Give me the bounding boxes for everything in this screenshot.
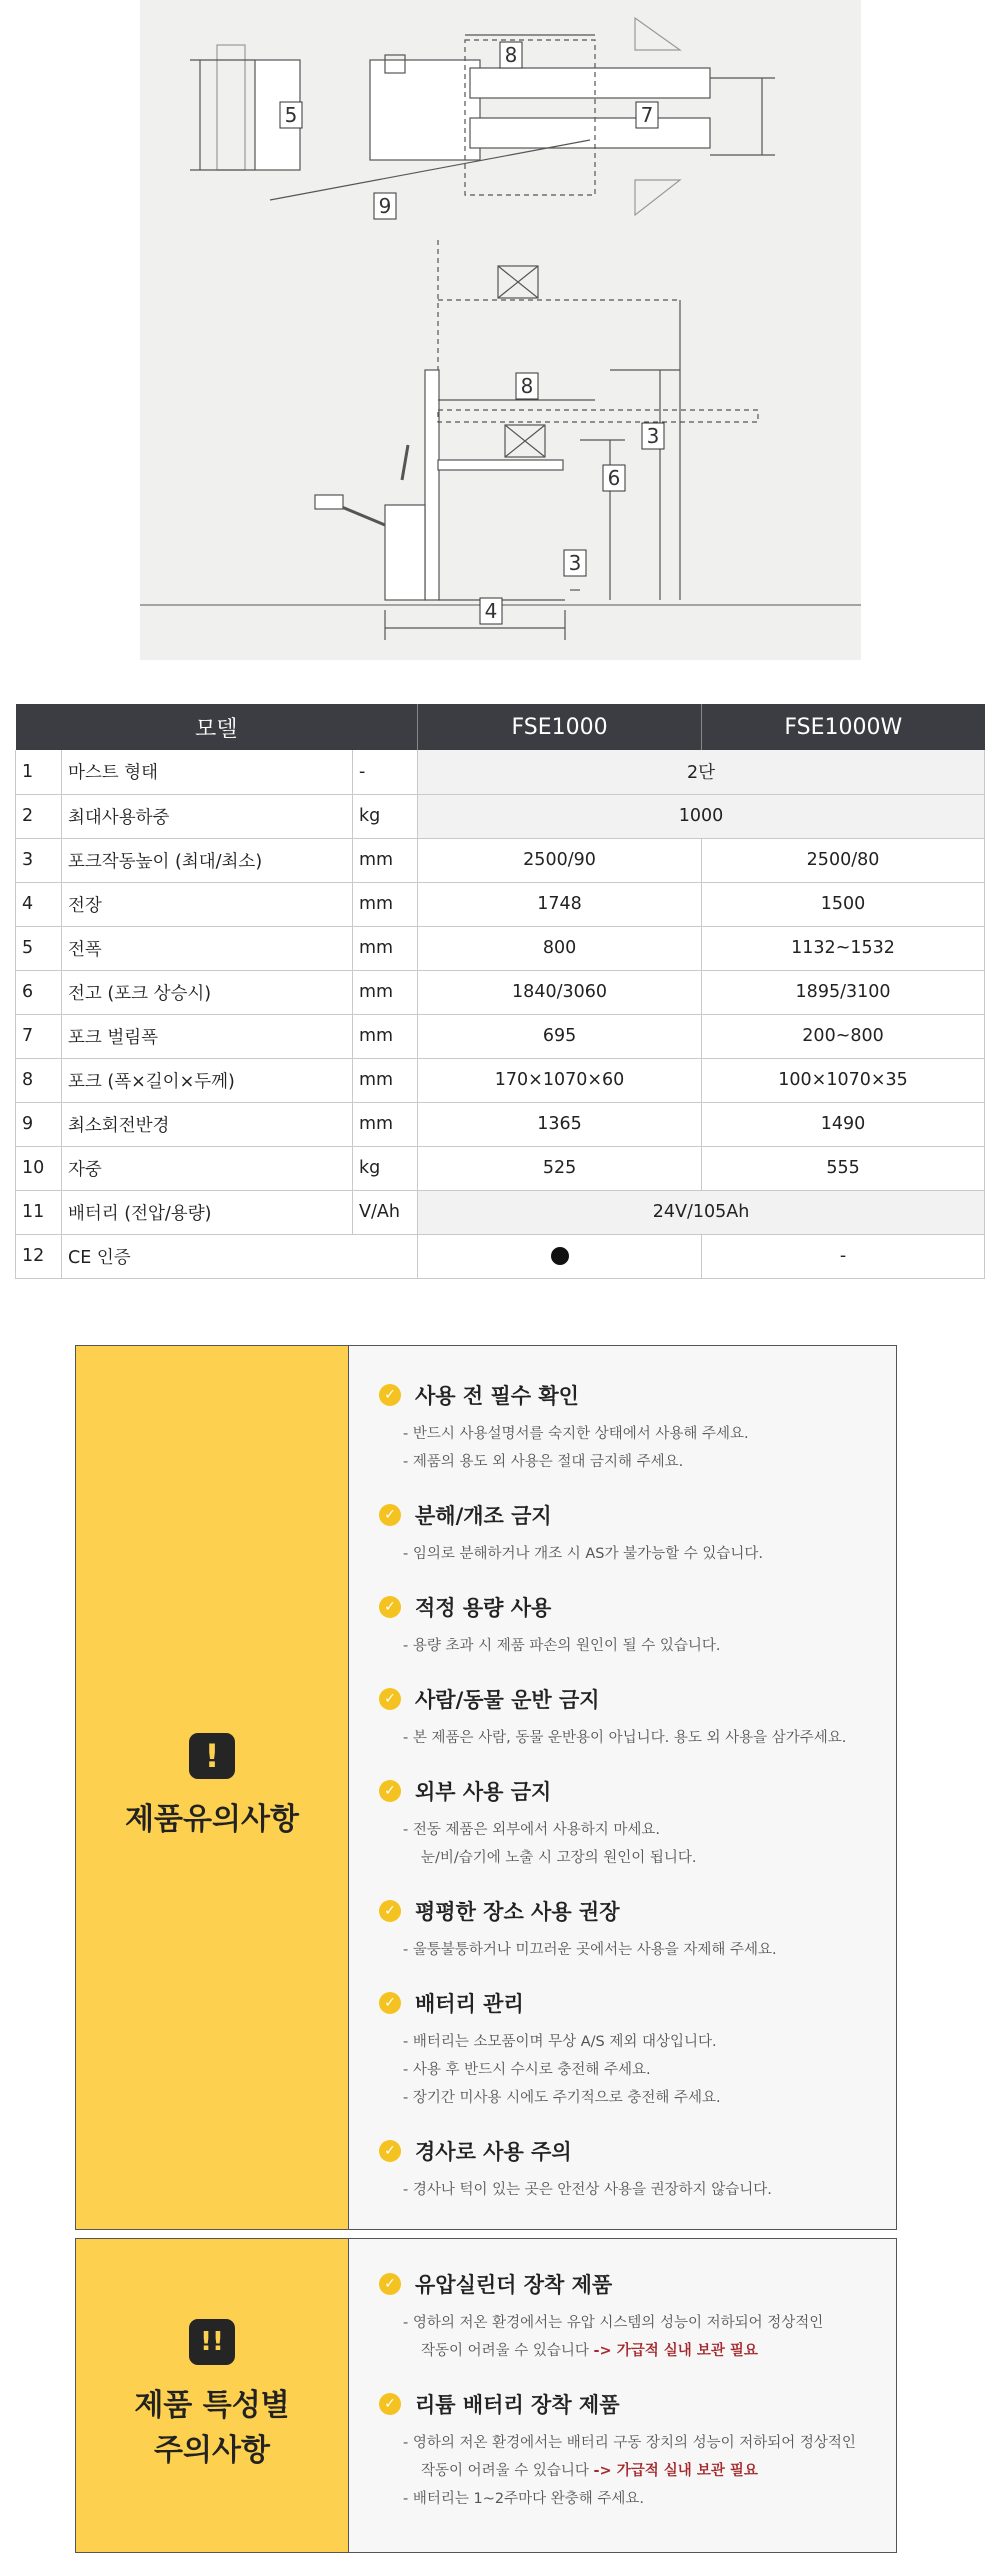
row-unit: -	[353, 750, 418, 794]
table-row	[16, 1058, 985, 1102]
item-title: 평평한 장소 사용 권장	[415, 1900, 620, 1924]
row-no: 12	[16, 1234, 62, 1278]
dimension-diagram	[140, 0, 861, 660]
item-title: 경사로 사용 주의	[415, 2140, 572, 2164]
item-line: - 사용 후 반드시 수시로 충전해 주세요.	[403, 2062, 651, 2078]
special-left-panel	[76, 2239, 349, 2552]
list-item	[379, 2389, 868, 2513]
row-no: 4	[16, 882, 62, 926]
check-circle-icon: ✓	[379, 1992, 401, 2014]
header-model: 모델	[16, 704, 418, 750]
row-unit: mm	[353, 882, 418, 926]
row-name: 포크 벌림폭	[62, 1014, 353, 1058]
table-row	[16, 1014, 985, 1058]
row-no: 9	[16, 1102, 62, 1146]
item-line: - 영하의 저온 환경에서는 배터리 구동 장치의 성능이 저하되어 정상적인	[403, 2435, 856, 2451]
item-line	[379, 2337, 868, 2365]
diagram-number-4: 4	[484, 599, 498, 623]
row-unit: mm	[353, 926, 418, 970]
diagram-number-9: 9	[378, 194, 392, 218]
special-title-line2: 주의사항	[154, 2432, 270, 2468]
item-line: - 용량 초과 시 제품 파손의 원인이 될 수 있습니다.	[403, 1638, 721, 1654]
row-value-fse1000w: -	[702, 1234, 985, 1278]
row-value: 2단	[418, 750, 985, 794]
row-value-fse1000: 170×1070×60	[418, 1058, 702, 1102]
check-circle-icon: ✓	[379, 2393, 401, 2415]
row-no: 1	[16, 750, 62, 794]
header-fse1000: FSE1000	[418, 704, 702, 750]
item-line: - 경사나 턱이 있는 곳은 안전상 사용을 권장하지 않습니다.	[403, 2182, 772, 2198]
table-row	[16, 926, 985, 970]
check-circle-icon: ✓	[379, 1780, 401, 1802]
special-caution-box	[75, 2238, 897, 2553]
item-title: 리튬 배터리 장착 제품	[415, 2393, 620, 2417]
list-item	[379, 1684, 868, 1752]
double-exclamation-icon: !!	[189, 2319, 235, 2365]
special-list	[349, 2239, 896, 2552]
row-value-fse1000: 800	[418, 926, 702, 970]
row-value-fse1000w: 1500	[702, 882, 985, 926]
diagram-number-5: 5	[284, 103, 298, 127]
list-item	[379, 1896, 868, 1964]
diagram-number-3: 3	[646, 424, 660, 448]
item-title: 외부 사용 금지	[415, 1780, 552, 1804]
item-emphasis: -> 가급적 실내 보관 필요	[593, 2463, 758, 2479]
item-title: 유압실린더 장착 제품	[415, 2273, 613, 2297]
item-emphasis: -> 가급적 실내 보관 필요	[593, 2343, 758, 2359]
row-name: 최대사용하중	[62, 794, 353, 838]
spec-table	[15, 704, 985, 1279]
table-row	[16, 1102, 985, 1146]
row-value-fse1000w: 2500/80	[702, 838, 985, 882]
row-value-fse1000: 1365	[418, 1102, 702, 1146]
row-value-fse1000: 2500/90	[418, 838, 702, 882]
row-value: 24V/105Ah	[418, 1190, 985, 1234]
item-line: - 제품의 용도 외 사용은 절대 금지해 주세요.	[403, 1454, 684, 1470]
row-value-fse1000: 1748	[418, 882, 702, 926]
diagram-number-8-side: 8	[520, 374, 534, 398]
list-item	[379, 1500, 868, 1568]
row-no: 2	[16, 794, 62, 838]
table-row	[16, 970, 985, 1014]
exclamation-icon: !	[189, 1733, 235, 1779]
row-no: 10	[16, 1146, 62, 1190]
check-circle-icon: ✓	[379, 1504, 401, 1526]
row-value-fse1000w: 200~800	[702, 1014, 985, 1058]
row-name: 포크 (폭×길이×두께)	[62, 1058, 353, 1102]
table-row	[16, 750, 985, 794]
row-value-fse1000: 1840/3060	[418, 970, 702, 1014]
row-unit: mm	[353, 1014, 418, 1058]
row-value-fse1000w: 555	[702, 1146, 985, 1190]
row-name: 전폭	[62, 926, 353, 970]
table-row	[16, 794, 985, 838]
row-no: 8	[16, 1058, 62, 1102]
item-line-text: 작동이 어려울 수 있습니다	[421, 2463, 589, 2479]
row-unit: mm	[353, 970, 418, 1014]
item-title: 사용 전 필수 확인	[415, 1384, 579, 1408]
check-circle-icon: ✓	[379, 2140, 401, 2162]
item-line: - 전동 제품은 외부에서 사용하지 마세요.	[403, 1822, 660, 1838]
list-item	[379, 2136, 868, 2204]
row-value: 1000	[418, 794, 985, 838]
diagram-number-7: 7	[640, 103, 654, 127]
row-no: 6	[16, 970, 62, 1014]
item-line: - 장기간 미사용 시에도 주기적으로 충전해 주세요.	[403, 2090, 721, 2106]
row-unit: mm	[353, 1102, 418, 1146]
row-no: 11	[16, 1190, 62, 1234]
table-row	[16, 838, 985, 882]
special-title-line1: 제품 특성별	[134, 2387, 290, 2423]
table-row	[16, 1146, 985, 1190]
row-name: CE 인증	[62, 1234, 418, 1278]
row-value-fse1000: 525	[418, 1146, 702, 1190]
caution-list	[349, 1346, 896, 2229]
item-line: - 영하의 저온 환경에서는 유압 시스템의 성능이 저하되어 정상적인	[403, 2315, 824, 2331]
diagram-number-8: 8	[504, 43, 518, 67]
row-name: 전고 (포크 상승시)	[62, 970, 353, 1014]
row-name: 배터리 (전압/용량)	[62, 1190, 353, 1234]
row-unit: kg	[353, 1146, 418, 1190]
list-item	[379, 1592, 868, 1660]
spec-table-header	[16, 704, 985, 750]
item-title: 분해/개조 금지	[415, 1504, 552, 1528]
dimension-diagram-svg	[140, 0, 861, 660]
list-item	[379, 2269, 868, 2365]
row-name: 최소회전반경	[62, 1102, 353, 1146]
check-circle-icon: ✓	[379, 1688, 401, 1710]
row-name: 포크작동높이 (최대/최소)	[62, 838, 353, 882]
item-line: - 반드시 사용설명서를 숙지한 상태에서 사용해 주세요.	[403, 1426, 749, 1442]
caution-left-panel	[76, 1346, 349, 2229]
list-item	[379, 1380, 868, 1476]
diagram-number-3-low: 3	[568, 551, 582, 575]
item-line: - 배터리는 소모품이며 무상 A/S 제외 대상입니다.	[403, 2034, 717, 2050]
row-value-fse1000w: 100×1070×35	[702, 1058, 985, 1102]
table-row	[16, 1234, 985, 1278]
list-item	[379, 1988, 868, 2112]
row-name: 전장	[62, 882, 353, 926]
check-circle-icon: ✓	[379, 1596, 401, 1618]
list-item	[379, 1776, 868, 1872]
item-title: 적정 용량 사용	[415, 1596, 552, 1620]
caution-title: 제품유의사항	[125, 1802, 299, 1837]
item-line: - 임의로 분해하거나 개조 시 AS가 불가능할 수 있습니다.	[403, 1546, 763, 1562]
check-circle-icon: ✓	[379, 1384, 401, 1406]
table-row	[16, 882, 985, 926]
row-name: 마스트 형태	[62, 750, 353, 794]
item-line: 눈/비/습기에 노출 시 고장의 원인이 됩니다.	[421, 1850, 697, 1866]
row-value-fse1000	[418, 1234, 702, 1278]
item-title: 사람/동물 운반 금지	[415, 1688, 600, 1712]
row-no: 5	[16, 926, 62, 970]
row-value-fse1000: 695	[418, 1014, 702, 1058]
table-row	[16, 1190, 985, 1234]
diagram-number-6: 6	[607, 466, 621, 490]
row-unit: V/Ah	[353, 1190, 418, 1234]
row-no: 3	[16, 838, 62, 882]
row-value-fse1000w: 1490	[702, 1102, 985, 1146]
row-value-fse1000w: 1132~1532	[702, 926, 985, 970]
row-unit: kg	[353, 794, 418, 838]
caution-box	[75, 1345, 897, 2230]
row-name: 자중	[62, 1146, 353, 1190]
item-line: - 배터리는 1~2주마다 완충해 주세요.	[403, 2491, 644, 2507]
check-circle-icon: ✓	[379, 1900, 401, 1922]
item-title: 배터리 관리	[415, 1992, 524, 2016]
filled-circle-icon	[551, 1247, 569, 1265]
item-line: - 본 제품은 사람, 동물 운반용이 아닙니다. 용도 외 사용을 삼가주세요.	[403, 1730, 847, 1746]
row-no: 7	[16, 1014, 62, 1058]
row-unit: mm	[353, 1058, 418, 1102]
item-line	[379, 2457, 868, 2485]
row-unit: mm	[353, 838, 418, 882]
header-fse1000w: FSE1000W	[702, 704, 985, 750]
item-line-text: 작동이 어려울 수 있습니다	[421, 2343, 589, 2359]
row-value-fse1000w: 1895/3100	[702, 970, 985, 1014]
check-circle-icon: ✓	[379, 2273, 401, 2295]
item-line: - 울퉁불퉁하거나 미끄러운 곳에서는 사용을 자제해 주세요.	[403, 1942, 777, 1958]
